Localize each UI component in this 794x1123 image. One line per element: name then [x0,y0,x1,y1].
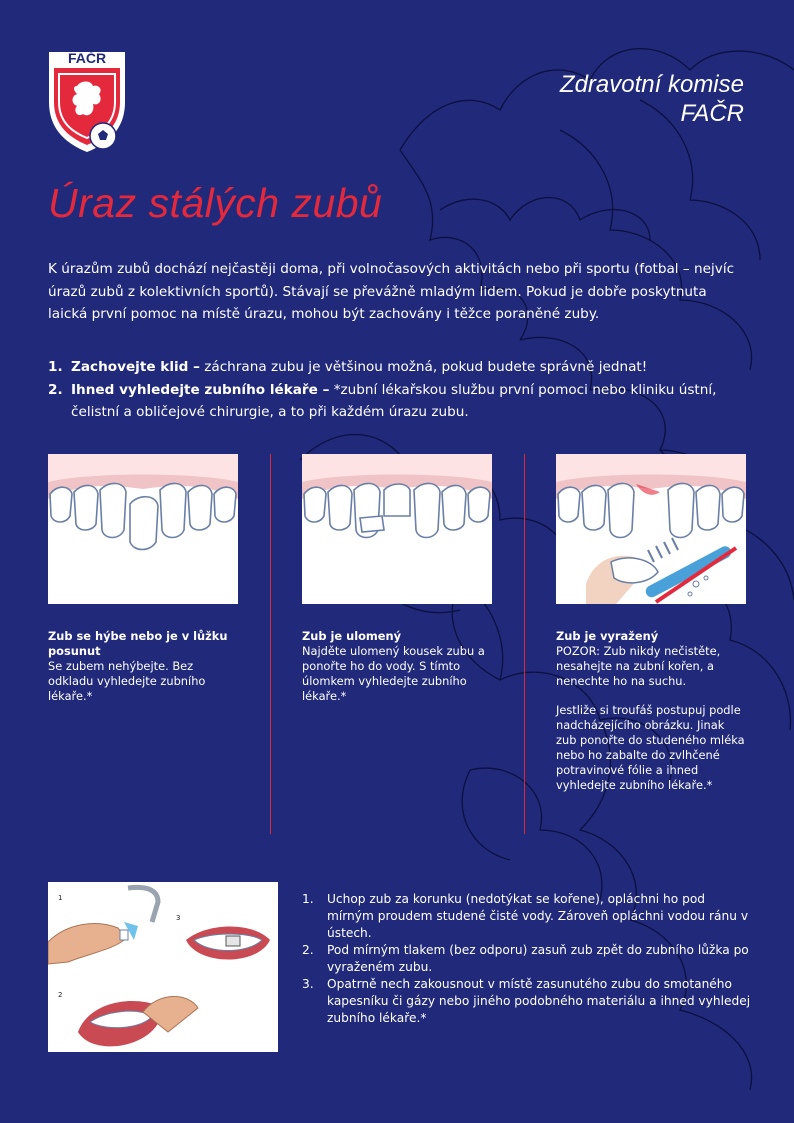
case-broken-tooth [302,454,492,704]
instruction-number: 2. [302,943,314,957]
knocked-out-tooth-illustration [556,454,746,604]
org-line-1: Zdravotní komise [559,71,744,98]
instruction-item [302,891,752,942]
instruction-text: Pod mírným tlakem (bez odporu) zasuň zub zpět do zubního lůžka po vyraženém zubu. [327,943,749,974]
case-text: Najděte ulomený kousek zubu a ponořte ho do vody. S tímto úlomkem vyhledejte zubního lékaře.* [302,644,485,703]
instruction-number: 1. [302,892,314,906]
case-heading: Zub je ulomený [302,629,402,643]
step-bold: Zachovejte klid – [71,359,200,375]
case-text-extra: Jestliže si troufáš postupuj podle nadcházejícího obrázku. Jinak zub ponořte do studeného mléka nebo ho zabalte do zvlhčené potravinové fólie a ihned vyhledejte zubního lékaře.* [556,703,745,792]
step-text: záchrana zubu je většinou možná, pokud budete správně jednat! [199,359,648,375]
logo-text: FAČR [67,50,107,66]
replant-steps-illustration [48,882,278,1052]
case-caption [48,629,238,704]
step-item [48,356,753,379]
case-knocked-out-tooth [556,454,746,793]
column-divider [524,454,525,834]
column-divider [270,454,271,834]
illustration-label: 2 [58,991,63,999]
org-line-2: FAČR [680,100,744,127]
case-text: POZOR: Zub nikdy nečistěte, nesahejte na zubní kořen, a nenechte ho na suchu. [556,644,721,688]
instruction-item [302,976,752,1027]
case-heading: Zub se hýbe nebo je v lůžku posunut [48,629,228,658]
broken-tooth-illustration [302,454,492,604]
case-caption [302,629,492,704]
step-number: 2. [48,381,63,398]
step-text: *zubní lékařskou službu první pomoci nebo kliniku ústní, čelistní a obličejové chirurgie, a to při každém úrazu zubu. [71,381,717,420]
instruction-item [302,942,752,976]
case-caption [556,629,746,793]
loose-tooth-illustration [48,454,238,604]
case-text: Se zubem nehýbejte. Bez odkladu vyhledejte zubního lékaře.* [48,659,206,703]
case-loose-tooth [48,454,238,704]
page-title: Úraz stálých zubů [48,180,383,226]
instruction-number: 3. [302,977,314,991]
illustration-label: 3 [176,914,181,922]
organization-name [560,70,744,128]
step-bold: Ihned vyhledejte zubního lékaře – [71,381,330,398]
step-item [48,379,753,424]
replant-instructions [302,891,752,1027]
intro-paragraph: K úrazům zubů dochází nejčastěji doma, při volnočasových aktivitách nebo při sportu (fotbal – nejvíc úrazů zubů z kolektivních sportů). Stávají se převážně mladým lidem. Pokud je dobře poskytnuta laická první pomoc na místě úrazu, mohou být zachovány i těžce poraněné zuby. [48,261,735,322]
illustration-label: 1 [58,894,63,902]
instruction-text: Opatrně nech zakousnout v místě zasunutého zubu do smotaného kapesníku či gázy nebo jiného podobného materiálu a ihned vyhledej zubního lékaře.* [327,977,751,1025]
instruction-text: Uchop zub za korunku (nedotýkat se kořene), opláchni ho pod mírným proudem studené čisté vody. Zároveň opláchni vodou ránu v ústech. [327,892,749,940]
facr-logo [47,44,127,154]
steps-list [48,356,753,424]
step-number: 1. [48,359,63,375]
case-heading: Zub je vyražený [556,629,659,643]
